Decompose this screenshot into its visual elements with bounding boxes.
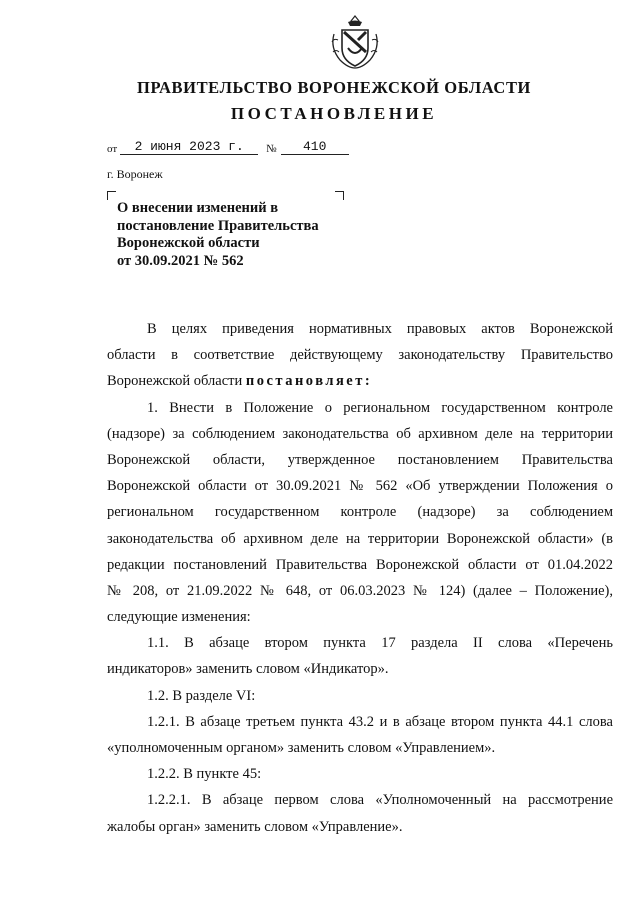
decree-word: постановляет: xyxy=(245,373,373,390)
body-line: Воронежской области от 30.09.2021 № 562 «Об утверждении Положения о xyxy=(107,478,613,495)
body-line: следующие изменения: xyxy=(107,609,251,626)
body-line: области в соответствие действующему законодательству Правительство xyxy=(107,347,613,364)
subject-line: О внесении изменений в xyxy=(117,200,279,216)
body-line: Воронежской области, утвержденное постановлением Правительства xyxy=(107,451,613,468)
date-label: от xyxy=(107,143,118,155)
coat-of-arms-icon xyxy=(328,12,382,70)
document-subject xyxy=(117,200,357,270)
number-value: 410 xyxy=(281,140,349,155)
body-line: региональном государственном контроле (надзоре) за соблюдением xyxy=(107,504,613,521)
body-line: 1.2. В разделе VI: xyxy=(147,687,256,704)
body-line: 1.2.1. В абзаце третьем пункта 43.2 и в абзаце втором пункта 44.1 слова xyxy=(147,713,613,730)
date-number-line xyxy=(107,138,349,155)
subject-bracket-right xyxy=(335,191,344,200)
document-body xyxy=(107,316,613,840)
subject-bracket-left xyxy=(107,191,116,200)
city: г. Воронеж xyxy=(107,167,163,181)
number-label: № xyxy=(266,143,277,155)
body-line: законодательства об архивном деле на территории Воронежской области» (в xyxy=(107,530,613,547)
body-line: В целях приведения нормативных правовых актов Воронежской xyxy=(147,321,613,337)
body-line: (надзоре) за соблюдением законодательства об архивном деле на территории xyxy=(107,425,613,442)
subject-line: от 30.09.2021 № 562 xyxy=(117,252,244,269)
body-line: 1.2.2. В пункте 45: xyxy=(147,766,262,783)
body-line xyxy=(107,368,613,394)
document-type: ПОСТАНОВЛЕНИЕ xyxy=(230,104,438,123)
body-line: индикаторов» заменить словом «Индикатор». xyxy=(107,661,389,678)
body-line: 1. Внести в Положение о региональном государственном контроле xyxy=(147,399,613,416)
subject-line: постановление Правительства xyxy=(117,217,319,234)
government-name: ПРАВИТЕЛЬСТВО ВОРОНЕЖСКОЙ ОБЛАСТИ xyxy=(137,78,531,97)
body-line: «уполномоченным органом» заменить словом «Управлением». xyxy=(107,740,496,756)
date-value: 2 июня 2023 г. xyxy=(120,140,258,155)
body-line: редакции постановлений Правительства Воронежской области от 01.04.2022 xyxy=(107,556,613,573)
body-text: Воронежской области xyxy=(107,373,246,390)
body-line: № 208, от 21.09.2022 № 648, от 06.03.2023 № 124) (далее – Положение), xyxy=(107,582,613,599)
body-line: 1.1. В абзаце втором пункта 17 раздела II слова «Перечень xyxy=(147,635,613,652)
body-line: 1.2.2.1. В абзаце первом слова «Уполномоченный на рассмотрение xyxy=(147,792,613,809)
body-line: жалобы орган» заменить словом «Управление». xyxy=(107,818,403,835)
subject-line: Воронежской области xyxy=(117,235,260,251)
